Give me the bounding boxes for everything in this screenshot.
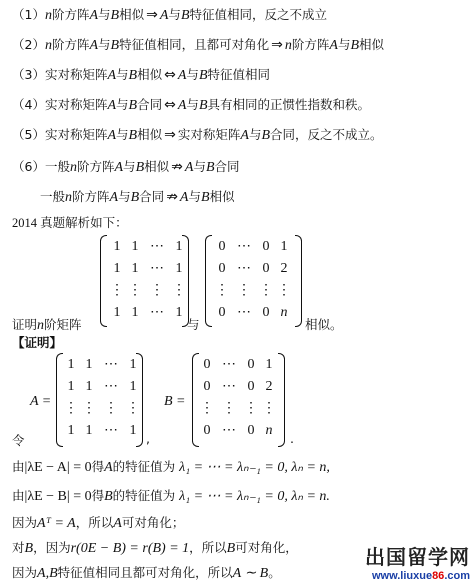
rule-token: B	[110, 38, 120, 53]
comma: ,	[146, 431, 150, 446]
matrix-cell: ⋮	[64, 401, 78, 416]
rule-token: 合同	[137, 97, 163, 112]
rule-token: 与	[98, 37, 111, 52]
matrix-cell: ⋮	[82, 401, 96, 416]
matrix-cell: 1	[129, 379, 137, 394]
matrix-cell: 0	[218, 305, 226, 320]
rule-token: B	[135, 160, 145, 175]
proof-label: 【证明】	[12, 335, 63, 350]
rule-item	[12, 36, 384, 55]
matrix-cell: 0	[203, 357, 211, 372]
rule-token: 阶方阵	[291, 37, 330, 52]
rule-token: 与	[118, 189, 131, 204]
rule-token: n	[284, 38, 292, 53]
matrix-cell: ⋮	[110, 283, 124, 298]
matrix-cell: 0	[203, 379, 211, 394]
matrix-cell: ⋮	[262, 401, 276, 416]
rule-token: 特征值相同	[207, 67, 271, 82]
matrix-cell: 0	[262, 305, 270, 320]
matrix-cell: ⋮	[172, 283, 186, 298]
rule-token: 与	[337, 37, 351, 52]
matrix-bracket-left	[205, 235, 212, 327]
matrix-cell: 2	[265, 379, 273, 394]
matrix-A	[62, 354, 142, 442]
matrix-cell: ⋮	[237, 283, 251, 298]
matrix-cell: 1	[129, 357, 137, 372]
rule-token: A	[177, 98, 187, 113]
rule-token: 实对称矩阵	[44, 97, 108, 112]
matrix-cell: ⋯	[222, 379, 236, 394]
rule-token: 与	[123, 159, 136, 174]
rule-token: B	[198, 68, 208, 83]
matrix-cell: ⋯	[237, 261, 251, 276]
matrix-cell: ⋯	[222, 423, 236, 438]
rule-token: ⇒	[164, 127, 176, 143]
rule-token: 与	[116, 127, 129, 142]
rule-token: 相似	[137, 127, 163, 142]
watermark-logo: 出国留学网 www.liuxue86.com	[365, 545, 470, 582]
rule-number: （5）	[12, 127, 45, 142]
matrix-cell: ⋯	[150, 239, 164, 254]
rule-token: 与	[186, 97, 199, 112]
rule-token: A	[159, 8, 169, 23]
matrix-diag	[213, 236, 293, 324]
conclusion-line: 因为A,B特征值相同且都可对角化，所以A ∼ B。	[12, 565, 281, 581]
matrix-cell: ⋮	[128, 283, 142, 298]
rule-token: B	[261, 128, 271, 143]
rule-token: 相似	[119, 7, 145, 22]
matrix-cell: ⋯	[150, 305, 164, 320]
matrix-bracket-right	[136, 353, 143, 447]
rule-token: A	[107, 98, 117, 113]
rule-token: A	[177, 68, 187, 83]
ling-text: 令	[12, 433, 25, 448]
rule-token: A	[240, 128, 249, 143]
matrix-bracket-left	[100, 235, 107, 327]
matrix-cell: 1	[175, 239, 183, 254]
matrix-cell: 0	[262, 261, 270, 276]
matrix-cell: 1	[131, 261, 139, 276]
rule-number: （3）	[12, 67, 45, 82]
rule-token: n	[44, 8, 52, 23]
matrix-cell: 1	[67, 357, 75, 372]
matrix-cell: 1	[113, 261, 121, 276]
rule-token: n	[44, 38, 52, 53]
matrix-cell: 1	[85, 357, 93, 372]
label-A: A =	[30, 394, 52, 409]
rule-token: 相似	[359, 37, 385, 52]
rule-token: ⇏	[171, 159, 183, 175]
matrix-cell: ⋯	[237, 239, 251, 254]
rule-token: 相似	[209, 189, 235, 204]
rule-token: 实对称矩阵	[177, 127, 241, 142]
matrix-cell: 1	[85, 379, 93, 394]
rule-token: ⇏	[166, 189, 178, 205]
rule-token: 一般	[44, 159, 70, 174]
rule-item	[40, 188, 235, 207]
rule-token: A	[109, 190, 119, 205]
rule-token: 与	[98, 7, 111, 22]
rule-token: 与	[188, 189, 201, 204]
matrix-cell: ⋮	[244, 401, 258, 416]
rule-token: B	[201, 190, 210, 205]
matrix-bracket-right	[182, 235, 189, 327]
matrix-cell: n	[280, 305, 288, 320]
rule-token: 一般	[40, 189, 66, 204]
matrix-cell: ⋮	[104, 401, 118, 416]
rule-token: B	[128, 128, 138, 143]
rule-token: ⇔	[164, 97, 176, 113]
rule-item	[12, 66, 270, 85]
rule-token: A	[89, 8, 99, 23]
matrix-cell: 1	[129, 423, 137, 438]
rule-number: （4）	[12, 97, 45, 112]
rule-token: A	[114, 160, 124, 175]
rule-token: 实对称矩阵	[44, 67, 108, 82]
rule-token: B	[128, 68, 138, 83]
matrix-cell: 0	[262, 239, 270, 254]
prove-statement: 证明n阶矩阵	[12, 317, 82, 333]
matrix-cell: 1	[175, 261, 183, 276]
prove-end: 相似。	[305, 317, 343, 332]
matrix-cell: 0	[203, 423, 211, 438]
matrix-cell: 2	[280, 261, 288, 276]
matrix-cell: 0	[247, 379, 255, 394]
matrix-cell: 1	[113, 239, 121, 254]
rule-token: 阶方阵	[51, 7, 90, 22]
matrix-cell: ⋮	[259, 283, 273, 298]
rule-token: 与	[168, 7, 181, 22]
prove-and: 与	[187, 317, 200, 332]
rule-token: B	[110, 8, 120, 23]
diag-line-A: 因为Aᵀ = A，所以A可对角化；	[12, 515, 185, 531]
matrix-cell: ⋯	[222, 357, 236, 372]
matrix-cell: ⋮	[126, 401, 140, 416]
rule-token: B	[128, 98, 138, 113]
matrix-cell: ⋮	[150, 283, 164, 298]
label-B: B =	[164, 394, 186, 409]
matrix-cell: ⋯	[104, 379, 118, 394]
rule-token: A	[179, 190, 189, 205]
matrix-bracket-right	[278, 353, 285, 447]
rule-number: （1）	[12, 7, 45, 22]
rule-token: A	[107, 128, 117, 143]
rule-token: B	[350, 38, 360, 53]
rule-item	[12, 6, 327, 25]
rule-token: 合同，反之不成立。	[270, 127, 383, 142]
eigen-line-B: 由|λE − B| = 0得B的特征值为 λ₁ = ⋯ = λₙ₋₁ = 0, λₙ = n.	[12, 488, 330, 504]
analysis-title: 2014 真题解析如下：	[12, 216, 128, 230]
rule-token: ⇔	[164, 67, 176, 83]
rule-token: 与	[116, 67, 129, 82]
matrix-cell: 1	[280, 239, 288, 254]
rule-token: B	[198, 98, 208, 113]
rule-token: 与	[186, 67, 199, 82]
matrix-cell: 0	[218, 261, 226, 276]
matrix-cell: 0	[247, 423, 255, 438]
rule-token: 与	[193, 159, 206, 174]
rule-token: ⇒	[271, 37, 283, 53]
matrix-cell: 0	[218, 239, 226, 254]
matrix-cell: ⋮	[277, 283, 291, 298]
rule-token: 与	[248, 127, 262, 142]
eigen-line-A: 由|λE − A| = 0得A的特征值为 λ₁ = ⋯ = λₙ₋₁ = 0, λₙ = n,	[12, 459, 330, 475]
matrix-cell: 1	[131, 239, 139, 254]
rule-token: 实对称矩阵	[44, 127, 108, 142]
matrix-cell: ⋮	[222, 401, 236, 416]
rule-token: 特征值相同，且都可对角化	[119, 37, 270, 52]
rule-token: 合同	[139, 189, 165, 204]
matrix-cell: 1	[67, 423, 75, 438]
rule-token: n	[65, 190, 73, 205]
rule-token: 与	[116, 97, 129, 112]
matrix-cell: 1	[175, 305, 183, 320]
matrix-cell: ⋯	[104, 423, 118, 438]
rule-token: 特征值相同，反之不成立	[189, 7, 328, 22]
rule-token: A	[89, 38, 99, 53]
rule-token: ⇒	[146, 7, 158, 23]
period: .	[290, 431, 294, 446]
matrix-cell: 1	[113, 305, 121, 320]
rule-token: 阶方阵	[72, 189, 110, 204]
matrix-cell: 0	[247, 357, 255, 372]
rule-token: 相似	[137, 67, 163, 82]
matrix-cell: ⋯	[150, 261, 164, 276]
rule-token: A	[329, 38, 338, 53]
rule-token: B	[205, 160, 215, 175]
rule-token: 具有相同的正惯性指数和秩。	[207, 97, 371, 112]
rule-token: A	[107, 68, 117, 83]
rule-item	[12, 158, 240, 177]
rule-token: n	[69, 160, 77, 175]
matrix-cell: 1	[67, 379, 75, 394]
matrix-B	[198, 354, 278, 442]
matrix-cell: ⋮	[215, 283, 229, 298]
rule-number: （2）	[12, 37, 45, 52]
matrix-bracket-right	[295, 235, 302, 327]
rule-item	[12, 126, 383, 145]
matrix-cell: n	[265, 423, 273, 438]
matrix-ones	[108, 236, 188, 324]
matrix-cell: 1	[131, 305, 139, 320]
rule-token: 相似	[144, 159, 170, 174]
matrix-cell: ⋮	[200, 401, 214, 416]
rule-token: 合同	[214, 159, 240, 174]
rule-token: 阶方阵	[51, 37, 90, 52]
rule-token: B	[130, 190, 140, 205]
rule-number: （6）	[12, 159, 45, 174]
rule-token: A	[184, 160, 194, 175]
diag-line-B: 对B，因为r(0E − B) = r(B) = 1，所以B可对角化，	[12, 540, 298, 556]
rule-item	[12, 96, 370, 115]
rule-token: 阶方阵	[76, 159, 115, 174]
rule-token: B	[180, 8, 190, 23]
matrix-cell: 1	[265, 357, 273, 372]
matrix-cell: 1	[85, 423, 93, 438]
matrix-cell: ⋯	[237, 305, 251, 320]
matrix-cell: ⋯	[104, 357, 118, 372]
